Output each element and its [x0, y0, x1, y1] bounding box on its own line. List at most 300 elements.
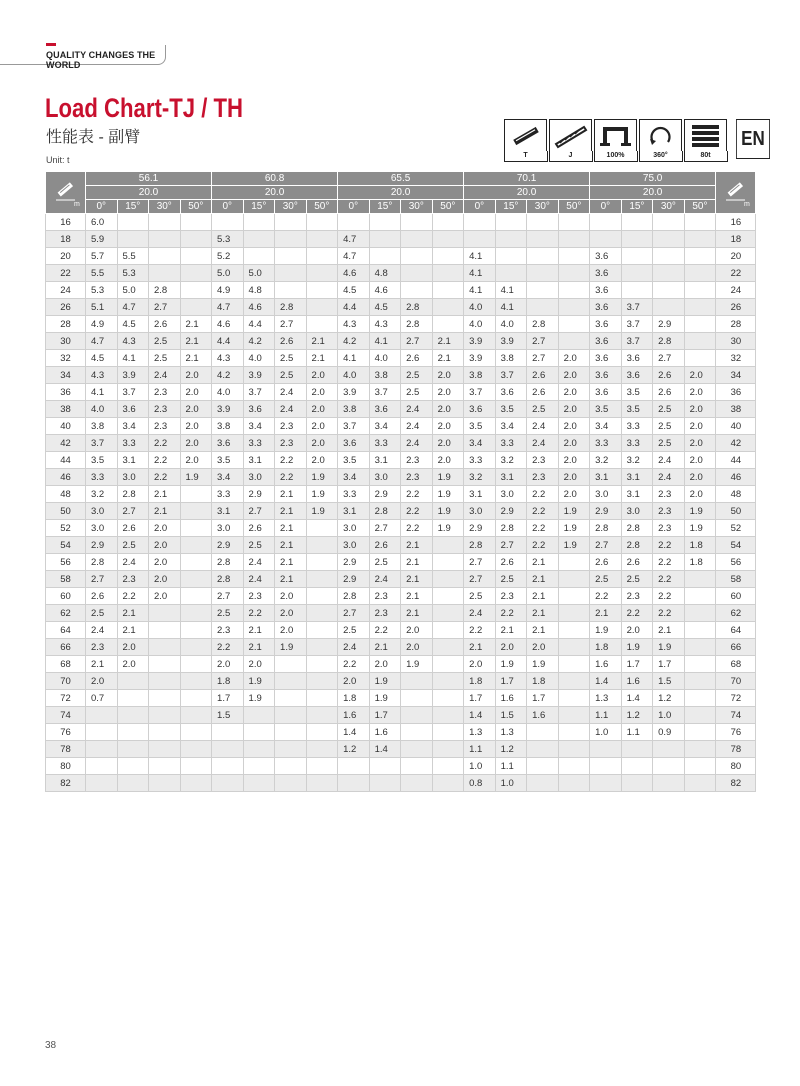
load-cell: 1.1 — [621, 724, 653, 741]
load-cell: 2.6 — [401, 350, 433, 367]
load-cell: 2.0 — [558, 401, 590, 418]
load-cell: 2.2 — [117, 588, 149, 605]
radius-header-right — [716, 172, 756, 214]
load-cell: 3.3 — [212, 486, 244, 503]
load-cell — [558, 333, 590, 350]
load-cell: 5.5 — [86, 265, 118, 282]
load-cell: 3.7 — [464, 384, 496, 401]
load-cell — [212, 775, 244, 792]
load-cell: 4.2 — [243, 333, 275, 350]
load-cell: 4.0 — [212, 384, 244, 401]
load-cell: 3.5 — [338, 452, 370, 469]
load-cell: 3.8 — [338, 401, 370, 418]
load-cell: 2.4 — [338, 639, 370, 656]
load-cell — [401, 758, 433, 775]
load-cell — [180, 605, 212, 622]
load-cell — [401, 282, 433, 299]
load-cell — [527, 741, 559, 758]
load-cell: 2.3 — [653, 503, 685, 520]
load-cell: 2.1 — [306, 350, 338, 367]
load-cell: 2.0 — [306, 401, 338, 418]
jib-angle-header: 50° — [558, 200, 590, 214]
load-cell: 2.6 — [275, 333, 307, 350]
load-cell: 2.3 — [149, 418, 181, 435]
load-cell: 2.3 — [149, 384, 181, 401]
load-cell — [243, 248, 275, 265]
table-row — [46, 401, 756, 418]
load-cell — [275, 707, 307, 724]
load-cell: 1.9 — [432, 486, 464, 503]
load-cell: 3.3 — [117, 435, 149, 452]
load-cell — [653, 248, 685, 265]
load-cell — [117, 741, 149, 758]
load-cell: 3.3 — [243, 435, 275, 452]
load-cell: 0.8 — [464, 775, 496, 792]
load-cell: 3.7 — [621, 299, 653, 316]
load-cell — [590, 231, 622, 248]
load-cell: 4.1 — [495, 299, 527, 316]
load-cell: 2.9 — [590, 503, 622, 520]
load-cell: 3.6 — [590, 316, 622, 333]
load-cell — [212, 214, 244, 231]
load-cell: 2.0 — [432, 401, 464, 418]
load-cell — [684, 588, 716, 605]
load-cell: 2.0 — [306, 435, 338, 452]
load-cell — [180, 486, 212, 503]
load-cell — [369, 214, 401, 231]
load-cell: 4.3 — [212, 350, 244, 367]
load-cell: 2.8 — [149, 282, 181, 299]
boom-radius-icon — [53, 176, 79, 206]
table-row — [46, 333, 756, 350]
radius-cell: 72 — [46, 690, 86, 707]
load-cell: 2.6 — [149, 316, 181, 333]
load-cell — [180, 299, 212, 316]
load-cell: 2.1 — [180, 350, 212, 367]
load-cell: 2.0 — [684, 452, 716, 469]
load-cell — [621, 775, 653, 792]
load-cell — [180, 741, 212, 758]
load-cell: 3.0 — [495, 486, 527, 503]
load-cell: 2.7 — [149, 299, 181, 316]
load-cell: 3.6 — [590, 282, 622, 299]
load-cell — [401, 775, 433, 792]
table-row — [46, 299, 756, 316]
load-cell: 2.5 — [653, 435, 685, 452]
load-cell: 2.5 — [527, 401, 559, 418]
load-cell: 2.0 — [149, 520, 181, 537]
radius-cell: 48 — [46, 486, 86, 503]
load-cell: 1.6 — [495, 690, 527, 707]
load-cell: 1.6 — [590, 656, 622, 673]
load-cell: 1.6 — [369, 724, 401, 741]
table-row — [46, 537, 756, 554]
load-cell — [684, 282, 716, 299]
radius-cell-right: 44 — [716, 452, 756, 469]
load-cell: 3.3 — [621, 418, 653, 435]
load-cell — [558, 265, 590, 282]
load-cell: 3.1 — [621, 486, 653, 503]
load-cell: 1.8 — [684, 537, 716, 554]
load-cell — [558, 622, 590, 639]
radius-cell-right: 60 — [716, 588, 756, 605]
load-cell: 2.4 — [86, 622, 118, 639]
table-row — [46, 639, 756, 656]
load-cell — [621, 265, 653, 282]
load-cell — [180, 503, 212, 520]
load-cell: 3.5 — [86, 452, 118, 469]
radius-cell: 42 — [46, 435, 86, 452]
load-cell — [558, 588, 590, 605]
load-cell — [684, 707, 716, 724]
load-cell: 2.2 — [464, 622, 496, 639]
load-cell: 2.0 — [86, 673, 118, 690]
load-cell: 2.1 — [432, 333, 464, 350]
load-cell: 2.0 — [306, 418, 338, 435]
load-cell: 3.5 — [590, 401, 622, 418]
load-cell: 2.5 — [621, 571, 653, 588]
load-cell — [306, 316, 338, 333]
load-cell: 1.7 — [653, 656, 685, 673]
radius-cell: 28 — [46, 316, 86, 333]
jib-angle-header: 15° — [117, 200, 149, 214]
load-cell — [306, 282, 338, 299]
table-row — [46, 622, 756, 639]
radius-cell-right: 58 — [716, 571, 756, 588]
load-cell — [527, 299, 559, 316]
load-cell: 2.7 — [401, 333, 433, 350]
radius-cell: 54 — [46, 537, 86, 554]
load-cell: 1.0 — [653, 707, 685, 724]
load-cell: 2.3 — [401, 469, 433, 486]
load-cell: 2.0 — [684, 469, 716, 486]
load-cell — [558, 724, 590, 741]
table-row — [46, 248, 756, 265]
load-cell: 2.1 — [495, 622, 527, 639]
radius-cell: 60 — [46, 588, 86, 605]
load-cell — [653, 758, 685, 775]
load-cell: 5.9 — [86, 231, 118, 248]
load-cell — [369, 775, 401, 792]
load-cell: 2.0 — [243, 656, 275, 673]
load-cell: 2.2 — [653, 605, 685, 622]
load-cell — [117, 707, 149, 724]
load-cell — [558, 248, 590, 265]
load-cell: 3.7 — [621, 333, 653, 350]
load-cell — [180, 231, 212, 248]
table-row — [46, 775, 756, 792]
load-cell: 2.0 — [684, 401, 716, 418]
load-cell — [86, 775, 118, 792]
load-cell: 3.0 — [464, 503, 496, 520]
load-cell — [684, 758, 716, 775]
load-cell — [306, 214, 338, 231]
load-cell — [684, 656, 716, 673]
radius-header-left — [46, 172, 86, 214]
unit-label: Unit: t — [46, 155, 70, 165]
table-row — [46, 265, 756, 282]
load-cell: 2.1 — [590, 605, 622, 622]
table-row — [46, 758, 756, 775]
load-chart-table — [45, 171, 756, 792]
load-cell: 5.0 — [243, 265, 275, 282]
load-cell — [149, 248, 181, 265]
radius-cell-right: 76 — [716, 724, 756, 741]
load-cell: 4.1 — [495, 282, 527, 299]
load-cell — [306, 554, 338, 571]
load-cell: 2.9 — [338, 571, 370, 588]
load-cell: 2.1 — [401, 605, 433, 622]
load-cell: 3.0 — [243, 469, 275, 486]
load-cell — [149, 622, 181, 639]
load-cell — [527, 265, 559, 282]
load-cell: 0.9 — [653, 724, 685, 741]
load-cell: 2.5 — [243, 537, 275, 554]
load-cell — [432, 571, 464, 588]
load-cell: 2.1 — [306, 333, 338, 350]
load-cell: 1.5 — [653, 673, 685, 690]
load-cell — [684, 265, 716, 282]
load-cell — [149, 673, 181, 690]
radius-cell-right: 64 — [716, 622, 756, 639]
load-cell: 1.7 — [464, 690, 496, 707]
load-cell — [306, 724, 338, 741]
load-cell — [243, 707, 275, 724]
load-cell — [432, 605, 464, 622]
load-cell: 2.5 — [401, 367, 433, 384]
load-cell — [527, 724, 559, 741]
load-cell: 2.9 — [653, 316, 685, 333]
load-cell: 3.0 — [86, 520, 118, 537]
load-cell — [401, 741, 433, 758]
load-cell: 2.8 — [275, 299, 307, 316]
load-cell: 2.2 — [369, 622, 401, 639]
load-cell: 2.2 — [401, 520, 433, 537]
load-cell: 2.4 — [369, 571, 401, 588]
load-cell — [558, 758, 590, 775]
load-cell: 2.8 — [401, 299, 433, 316]
load-cell — [527, 775, 559, 792]
load-cell: 2.8 — [527, 316, 559, 333]
load-cell: 2.4 — [149, 367, 181, 384]
load-cell — [558, 282, 590, 299]
radius-cell-right: 38 — [716, 401, 756, 418]
load-cell: 2.6 — [527, 384, 559, 401]
load-cell: 3.3 — [86, 469, 118, 486]
tagline: QUALITY CHANGES THE WORLD — [46, 50, 156, 70]
radius-cell: 78 — [46, 741, 86, 758]
table-row — [46, 486, 756, 503]
load-cell: 2.1 — [401, 571, 433, 588]
load-cell — [401, 248, 433, 265]
load-cell: 2.0 — [275, 622, 307, 639]
load-cell: 4.2 — [338, 333, 370, 350]
load-cell: 2.0 — [558, 367, 590, 384]
radius-cell: 38 — [46, 401, 86, 418]
load-cell — [653, 741, 685, 758]
jib-length-header: 20.0 — [464, 186, 590, 200]
radius-cell-right: 36 — [716, 384, 756, 401]
load-cell: 4.1 — [117, 350, 149, 367]
load-cell: 2.0 — [464, 656, 496, 673]
load-cell: 2.0 — [149, 537, 181, 554]
load-cell — [180, 282, 212, 299]
load-cell: 2.0 — [527, 639, 559, 656]
table-row — [46, 690, 756, 707]
load-cell — [432, 724, 464, 741]
load-cell: 3.3 — [464, 452, 496, 469]
load-cell: 4.1 — [86, 384, 118, 401]
load-cell — [180, 214, 212, 231]
load-cell — [117, 690, 149, 707]
load-cell: 3.1 — [495, 469, 527, 486]
load-cell: 1.9 — [180, 469, 212, 486]
load-cell: 2.5 — [653, 418, 685, 435]
load-cell: 2.0 — [432, 384, 464, 401]
load-cell — [306, 265, 338, 282]
load-cell: 3.6 — [590, 248, 622, 265]
load-cell — [275, 775, 307, 792]
load-cell: 2.1 — [401, 588, 433, 605]
load-cell: 2.9 — [369, 486, 401, 503]
load-cell: 2.1 — [275, 571, 307, 588]
load-cell — [558, 214, 590, 231]
load-cell: 2.2 — [149, 452, 181, 469]
load-cell — [684, 605, 716, 622]
load-cell: 1.2 — [621, 707, 653, 724]
radius-cell: 44 — [46, 452, 86, 469]
table-row — [46, 469, 756, 486]
load-cell: 2.0 — [558, 452, 590, 469]
load-cell: 3.6 — [590, 384, 622, 401]
load-cell: 4.6 — [243, 299, 275, 316]
load-cell: 2.2 — [275, 469, 307, 486]
load-cell: 2.0 — [275, 588, 307, 605]
load-cell: 4.0 — [243, 350, 275, 367]
load-cell: 1.0 — [464, 758, 496, 775]
load-cell: 3.1 — [117, 452, 149, 469]
jib-length-header: 20.0 — [212, 186, 338, 200]
load-cell: 2.4 — [653, 452, 685, 469]
load-cell — [558, 707, 590, 724]
load-cell: 2.5 — [338, 622, 370, 639]
table-row — [46, 554, 756, 571]
load-cell — [684, 248, 716, 265]
radius-cell-right: 78 — [716, 741, 756, 758]
load-cell: 2.0 — [275, 605, 307, 622]
load-cell: 3.5 — [621, 401, 653, 418]
load-cell: 2.3 — [243, 588, 275, 605]
load-cell: 3.7 — [86, 435, 118, 452]
load-cell — [180, 724, 212, 741]
load-cell — [401, 265, 433, 282]
load-cell: 1.5 — [212, 707, 244, 724]
load-cell — [275, 758, 307, 775]
load-cell — [621, 214, 653, 231]
jib-angle-header: 30° — [149, 200, 181, 214]
load-cell: 2.0 — [495, 639, 527, 656]
load-cell — [558, 316, 590, 333]
load-cell: 2.0 — [558, 350, 590, 367]
load-cell: 2.8 — [590, 520, 622, 537]
load-cell: 2.8 — [212, 571, 244, 588]
load-cell: 2.2 — [527, 537, 559, 554]
load-cell: 2.3 — [401, 452, 433, 469]
table-row — [46, 367, 756, 384]
jib-angle-header: 30° — [401, 200, 433, 214]
load-cell — [149, 775, 181, 792]
load-cell: 1.1 — [464, 741, 496, 758]
load-cell — [590, 741, 622, 758]
header-row-boom — [46, 172, 756, 186]
page-subtitle: 性能表 - 副臂 — [46, 129, 141, 146]
load-cell: 3.8 — [212, 418, 244, 435]
load-cell: 2.7 — [117, 503, 149, 520]
load-cell — [369, 758, 401, 775]
table-row — [46, 435, 756, 452]
load-cell — [495, 214, 527, 231]
radius-cell-right: 42 — [716, 435, 756, 452]
load-cell: 3.4 — [212, 469, 244, 486]
radius-cell: 70 — [46, 673, 86, 690]
jib-angle-header: 0° — [212, 200, 244, 214]
table-row — [46, 656, 756, 673]
load-cell: 3.9 — [117, 367, 149, 384]
load-cell: 2.4 — [275, 384, 307, 401]
radius-cell: 26 — [46, 299, 86, 316]
boom-radius-icon — [723, 176, 749, 206]
load-cell — [306, 622, 338, 639]
load-cell: 4.0 — [464, 299, 496, 316]
load-cell: 2.2 — [495, 605, 527, 622]
load-cell — [275, 214, 307, 231]
load-cell: 2.7 — [86, 571, 118, 588]
radius-cell-right: 50 — [716, 503, 756, 520]
load-cell: 4.9 — [86, 316, 118, 333]
load-cell — [432, 214, 464, 231]
load-cell: 2.4 — [527, 418, 559, 435]
radius-cell: 16 — [46, 214, 86, 231]
radius-cell-right: 48 — [716, 486, 756, 503]
load-cell: 3.6 — [621, 367, 653, 384]
load-cell: 4.5 — [86, 350, 118, 367]
load-cell: 4.0 — [369, 350, 401, 367]
radius-cell: 40 — [46, 418, 86, 435]
radius-cell: 30 — [46, 333, 86, 350]
load-cell: 2.5 — [653, 401, 685, 418]
load-cell: 2.7 — [275, 316, 307, 333]
load-cell: 4.4 — [212, 333, 244, 350]
load-cell — [180, 248, 212, 265]
load-cell: 2.1 — [149, 486, 181, 503]
load-cell — [275, 265, 307, 282]
spec-icons — [504, 119, 773, 159]
load-cell — [590, 758, 622, 775]
radius-cell: 52 — [46, 520, 86, 537]
load-cell: 2.2 — [149, 435, 181, 452]
load-cell — [684, 724, 716, 741]
load-cell: 2.0 — [684, 367, 716, 384]
load-cell: 1.8 — [212, 673, 244, 690]
rotation-icon — [639, 119, 682, 159]
load-cell — [401, 231, 433, 248]
load-cell: 4.7 — [338, 231, 370, 248]
load-cell: 4.9 — [212, 282, 244, 299]
load-cell: 1.9 — [558, 503, 590, 520]
load-cell: 1.7 — [369, 707, 401, 724]
load-cell: 2.3 — [527, 452, 559, 469]
load-cell — [684, 231, 716, 248]
